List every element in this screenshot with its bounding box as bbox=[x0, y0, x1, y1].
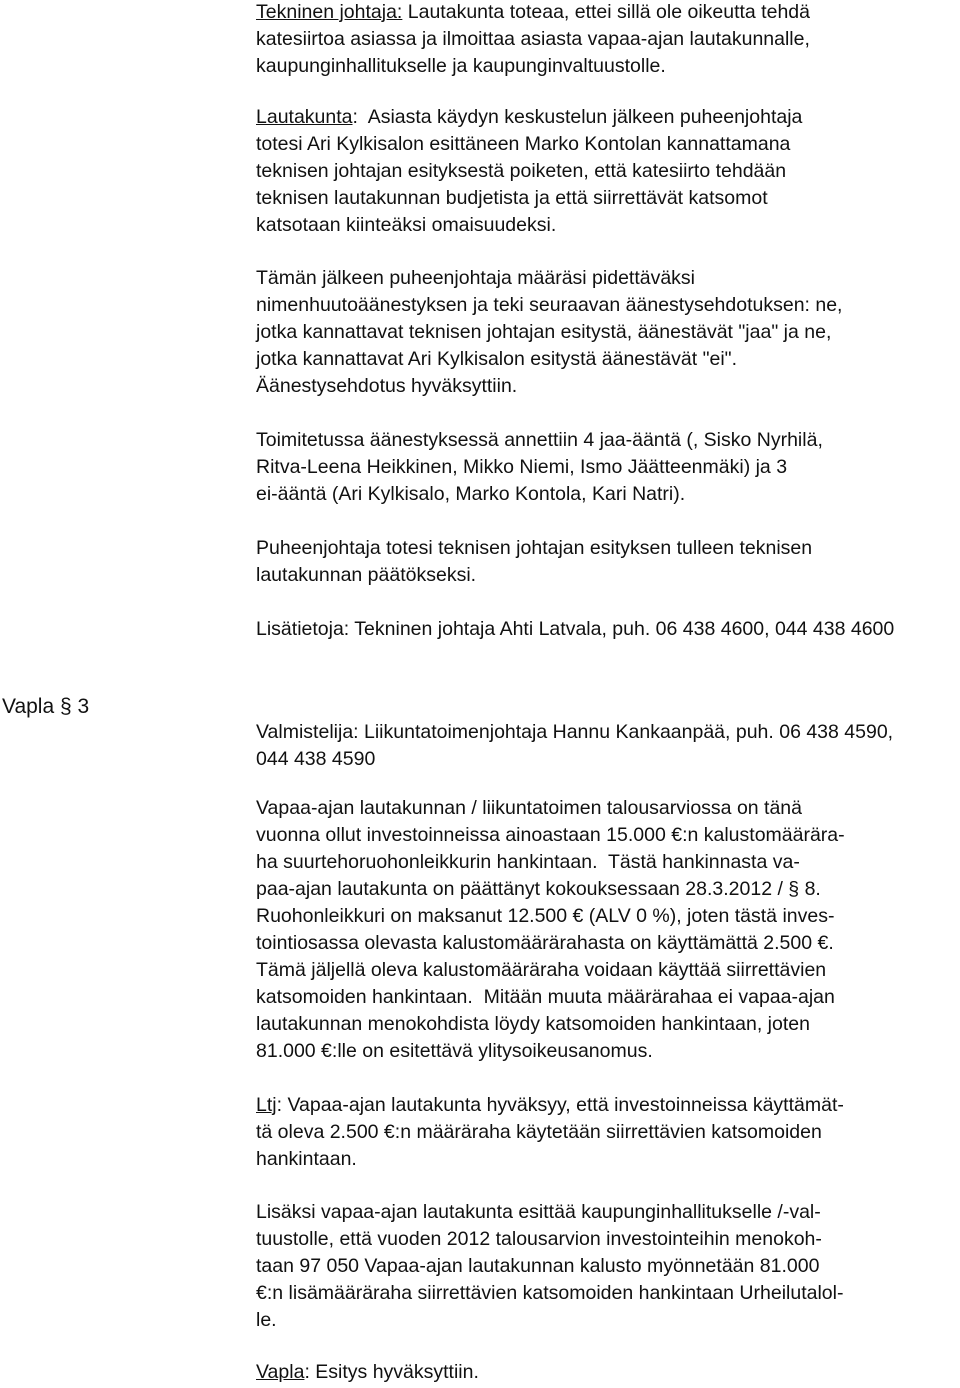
text-line: ei-ääntä (Ari Kylkisalo, Marko Kontola, Kari Natri). bbox=[256, 483, 686, 505]
text-line: ha suurtehoruohonleikkurin hankintaan. Tästä hankinnasta va- bbox=[256, 851, 800, 873]
paragraph-final-decision bbox=[256, 1359, 956, 1386]
text-line: tointiosassa olevasta kalustomäärärahasta on käyttämättä 2.500 €. bbox=[256, 932, 834, 954]
text-line: Lisäksi vapaa-ajan lautakunta esittää kaupunginhallitukselle /-val- bbox=[256, 1201, 821, 1223]
text-line: jotka kannattavat Ari Kylkisalon esitystä äänestävät "ei". bbox=[256, 348, 738, 370]
text-line: Äänestysehdotus hyväksyttiin. bbox=[256, 375, 518, 397]
speaker-label: Ltj bbox=[256, 1094, 277, 1116]
text-line: Ltj: Vapaa-ajan lautakunta hyväksyy, että investoinneissa käyttämät- bbox=[256, 1094, 844, 1116]
text-line: tä oleva 2.500 €:n määräraha käytetään siirrettävien katsomoiden bbox=[256, 1121, 822, 1143]
text-line: Tekninen johtaja: Lautakunta toteaa, ettei sillä ole oikeutta tehdä bbox=[256, 1, 810, 23]
paragraph-board-discussion bbox=[256, 104, 956, 239]
text-line: paa-ajan lautakunta on päättänyt kokouksessaan 28.3.2012 / § 8. bbox=[256, 878, 821, 900]
text-line: Tämä jäljellä oleva kalustomääräraha voidaan käyttää siirrettävien bbox=[256, 959, 827, 981]
speaker-label: Lautakunta bbox=[256, 106, 353, 128]
text-line: Puheenjohtaja totesi teknisen johtajan esityksen tulleen teknisen bbox=[256, 537, 813, 559]
text-line: lautakunnan menokohdista löydy katsomoiden hankintaan, joten bbox=[256, 1013, 810, 1035]
text-line: vuonna ollut investoinneissa ainoastaan 15.000 €:n kalustomäärära- bbox=[256, 824, 845, 846]
text-line: 044 438 4590 bbox=[256, 748, 376, 770]
paragraph-ltj-proposal bbox=[256, 1092, 956, 1173]
text-line: le. bbox=[256, 1309, 277, 1331]
text-line: lautakunnan päätökseksi. bbox=[256, 564, 477, 586]
text-line: €:n lisämääräraha siirrettävien katsomoiden hankintaan Urheilutalol- bbox=[256, 1282, 844, 1304]
text-line: katsotaan kiinteäksi omaisuudeksi. bbox=[256, 214, 557, 236]
text-line: tuustolle, että vuoden 2012 talousarvion investointeihin menokoh- bbox=[256, 1228, 822, 1250]
text-line: Vapla: Esitys hyväksyttiin. bbox=[256, 1361, 479, 1383]
text-line: totesi Ari Kylkisalon esittäneen Marko Kontolan kannattamana bbox=[256, 133, 791, 155]
paragraph-additional-proposal bbox=[256, 1199, 956, 1334]
paragraph-technical-director-statement bbox=[256, 0, 956, 80]
section-heading: Vapla § 3 bbox=[2, 695, 90, 718]
text-line: Ritva-Leena Heikkinen, Mikko Niemi, Ismo Jäätteenmäki) ja 3 bbox=[256, 456, 788, 478]
paragraph-preparer bbox=[256, 719, 956, 773]
paragraph-vote-proposal bbox=[256, 265, 956, 400]
text-line: teknisen lautakunnan budjetista ja että siirrettävät katsomot bbox=[256, 187, 768, 209]
text-line: Toimitetussa äänestyksessä annettiin 4 jaa-ääntä (, Sisko Nyrhilä, bbox=[256, 429, 823, 451]
text-line: jotka kannattavat teknisen johtajan esitystä, äänestävät "jaa" ja ne, bbox=[256, 321, 832, 343]
speaker-label: Vapla bbox=[256, 1361, 305, 1383]
text-line: Ruohonleikkuri on maksanut 12.500 € (ALV 0 %), joten tästä inves- bbox=[256, 905, 835, 927]
text-line: Valmistelija: Liikuntatoimenjohtaja Hannu Kankaanpää, puh. 06 438 4590, bbox=[256, 721, 894, 743]
paragraph-budget-background bbox=[256, 795, 956, 1065]
text-line: taan 97 050 Vapaa-ajan lautakunnan kalusto myönnetään 81.000 bbox=[256, 1255, 820, 1277]
text-line: nimenhuutoäänestyksen ja teki seuraavan äänestysehdotuksen: ne, bbox=[256, 294, 843, 316]
text-line: Tämän jälkeen puheenjohtaja määräsi pidettäväksi bbox=[256, 267, 696, 289]
text-line: katsomoiden hankintaan. Mitään muuta määrärahaa ei vapaa-ajan bbox=[256, 986, 835, 1008]
speaker-label: Tekninen johtaja: bbox=[256, 1, 403, 23]
text-line: kaupunginhallitukselle ja kaupunginvaltuustolle. bbox=[256, 55, 666, 77]
paragraph-decision bbox=[256, 535, 956, 589]
paragraph-vote-result bbox=[256, 427, 956, 508]
text-line: Lisätietoja: Tekninen johtaja Ahti Latvala, puh. 06 438 4600, 044 438 4600 bbox=[256, 618, 895, 640]
text-line: teknisen johtajan esityksestä poiketen, että katesiirto tehdään bbox=[256, 160, 787, 182]
text-line: hankintaan. bbox=[256, 1148, 357, 1170]
text-line: 81.000 €:lle on esitettävä ylitysoikeusanomus. bbox=[256, 1040, 653, 1062]
paragraph-contact-info bbox=[256, 616, 956, 643]
text-line: Vapaa-ajan lautakunnan / liikuntatoimen talousarviossa on tänä bbox=[256, 797, 802, 819]
text-line: katesiirtoa asiassa ja ilmoittaa asiasta vapaa-ajan lautakunnalle, bbox=[256, 28, 810, 50]
text-line: Lautakunta: Asiasta käydyn keskustelun jälkeen puheenjohtaja bbox=[256, 106, 803, 128]
